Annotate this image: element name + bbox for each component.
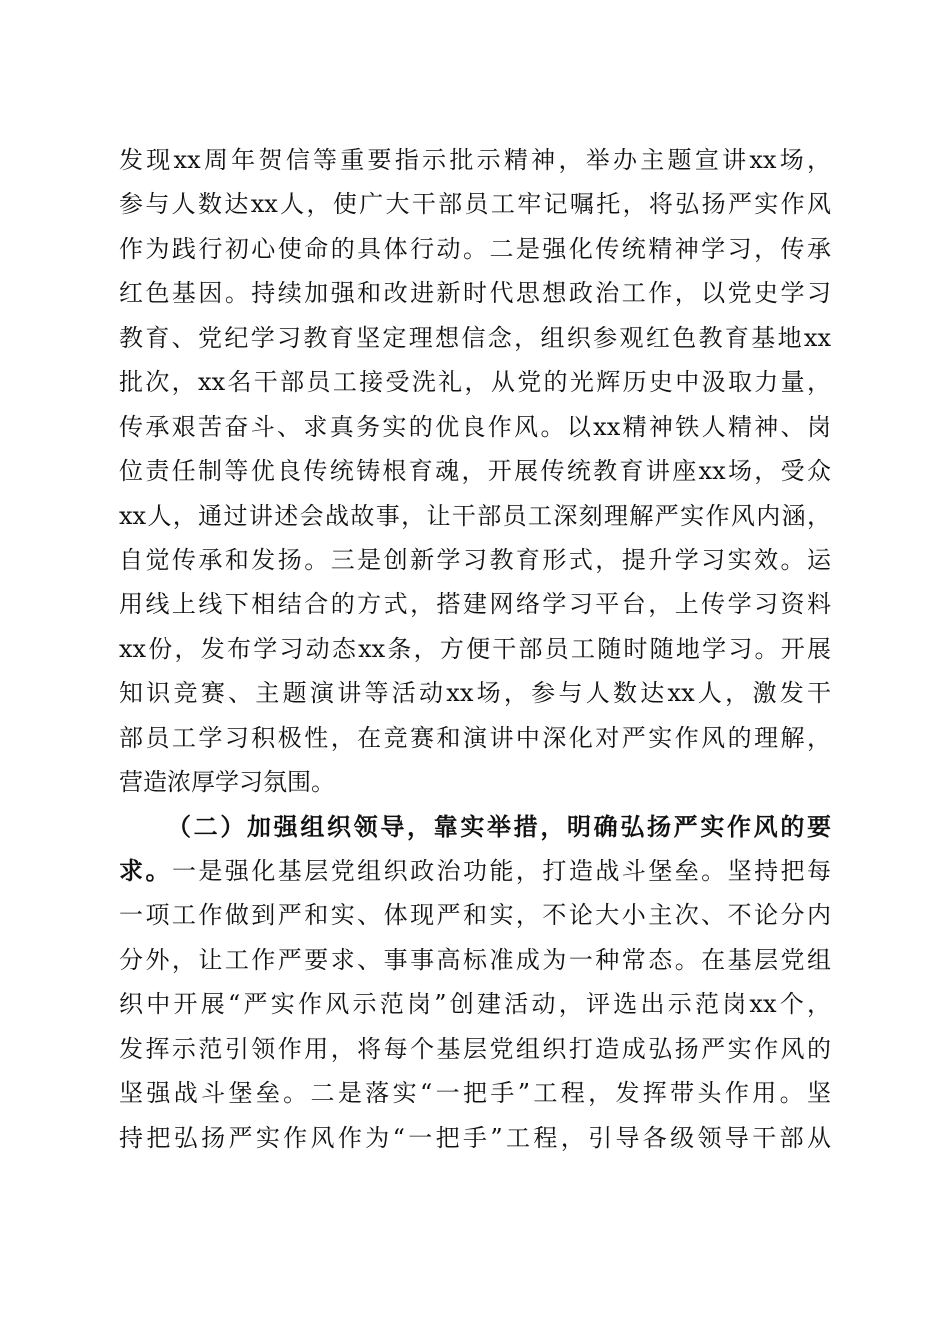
text-line: 营造浓厚学习氛围。 [119,768,335,797]
section-heading-continued: 求。 [119,856,172,885]
text-line: xx份，发布学习动态xx条，方便干部员工随时随地学习。开展 [119,634,831,663]
text-line: 教育、党纪学习教育坚定理想信念，组织参观红色教育基地xx [119,323,831,352]
text-segment: 一项工作做到严和实、体现严和实，不论大小主次、不论分内 [119,901,831,930]
text-line: xx人，通过讲述会战故事，让干部员工深刻理解严实作风内涵， [119,501,831,530]
text-line [119,982,831,1026]
body-text [119,138,831,1160]
text-line: 参与人数达xx人，使广大干部员工牢记嘱托，将弘扬严实作风 [119,190,831,219]
text-line: 作为践行初心使命的具体行动。二是强化传统精神学习，传承 [119,234,831,263]
text-line: 发现xx周年贺信等重要指示批示精神，举办主题宣讲xx场， [119,146,831,174]
text-line: 知识竞赛、主题演讲等活动xx场，参与人数达xx人，激发干 [119,679,831,708]
text-line: 自觉传承和发扬。三是创新学习教育形式，提升学习实效。运 [119,545,831,574]
text-line: 传承艰苦奋斗、求真务实的优良作风。以xx精神铁人精神、岗 [119,412,831,441]
text-line: 红色基因。持续加强和改进新时代思想政治工作，以党史学习 [119,279,831,308]
text-line [119,1116,831,1160]
section-heading-line [119,805,831,849]
text-line: 位责任制等优良传统铸根育魂，开展传统教育讲座xx场，受众 [119,457,831,486]
text-segment: 发挥示范引领作用，将每个基层党组织打造成弘扬严实作风的 [119,1034,831,1063]
text-segment: 坚强战斗堡垒。二是落实“一把手”工程，发挥带头作用。坚 [119,1079,831,1108]
text-segment: 分外，让工作严要求、事事高标准成为一种常态。在基层党组 [119,945,831,974]
text-line [119,893,831,937]
text-line [119,938,831,982]
text-line: 批次，xx名干部员工接受洗礼，从党的光辉历史中汲取力量， [119,368,831,397]
text-segment: 持把弘扬严实作风作为“一把手”工程，引导各级领导干部从 [119,1123,831,1152]
section-heading: （二）加强组织领导，靠实举措，明确弘扬严实作风的要 [167,811,831,841]
text-line: 部员工学习积极性，在竞赛和演讲中深化对严实作风的理解， [119,723,831,752]
text-line: 用线上线下相结合的方式，搭建网络学习平台，上传学习资料 [119,590,831,619]
text-line [119,1027,831,1071]
text-segment: 织中开展“严实作风示范岗”创建活动，评选出示范岗xx个， [119,990,831,1019]
text-line [119,1071,831,1115]
text-segment: 一是强化基层党组织政治功能，打造战斗堡垒。坚持把每 [171,857,832,885]
text-line [119,849,831,893]
